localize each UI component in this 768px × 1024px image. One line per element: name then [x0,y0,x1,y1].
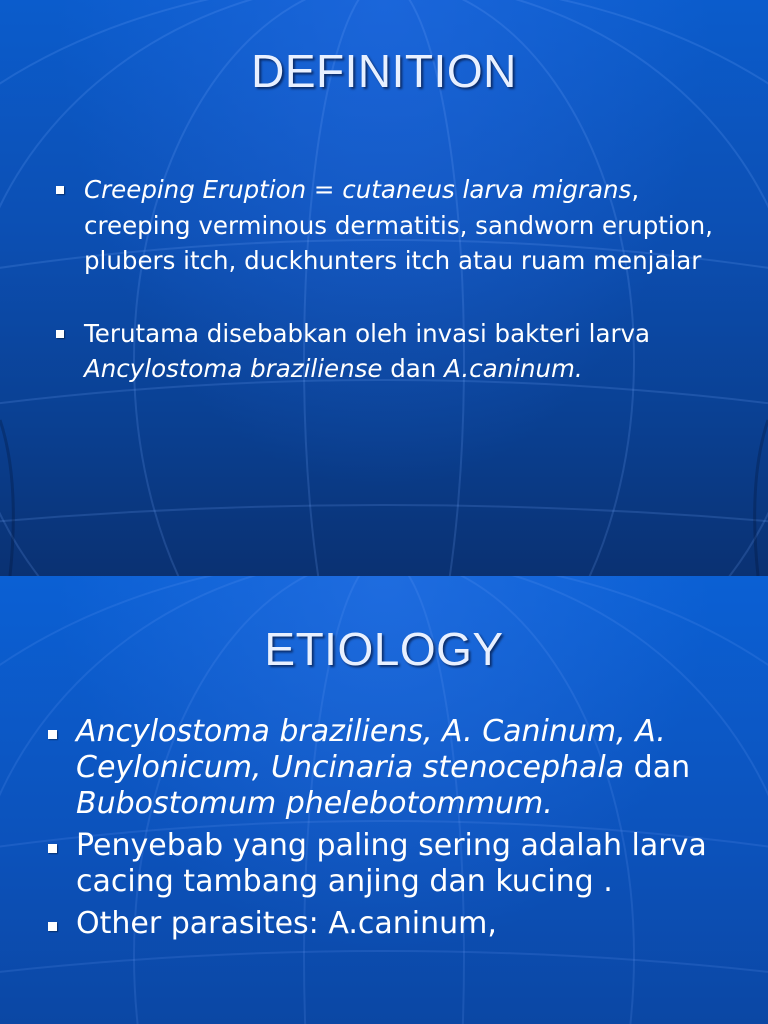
list-item [44,828,744,900]
conjunction-text: dan [624,750,691,785]
slide-title: ETIOLOGY [264,623,504,675]
slide-etiology [0,576,768,1024]
square-bullet-icon [48,730,57,739]
list-item [44,714,744,822]
slide-title: DEFINITION [251,45,517,97]
conjunction-text: dan [382,354,445,383]
list-item [44,906,744,942]
species-name: Bubostomum phelebotommum. [76,786,553,821]
bullet-list [44,714,744,948]
species-name: A.caninum. [444,354,583,383]
other-parasites-text: Other parasites: A.caninum, [76,906,497,941]
square-bullet-icon [56,186,64,194]
cause-text: Terutama disebabkan oleh invasi bakteri larva [84,318,651,348]
definition-term: Creeping Eruption = cutaneus larva migrans [84,175,632,204]
square-bullet-icon [56,330,64,338]
square-bullet-icon [48,922,57,931]
common-cause-text: Penyebab yang paling sering adalah larva cacing tambang anjing dan kucing . [76,828,707,899]
species-list: Ancylostoma braziliens, A. Caninum, A. Ceylonicum, Uncinaria stenocephala [76,714,666,785]
square-bullet-icon [48,844,57,853]
bullet-list [52,172,732,424]
species-name: Ancylostoma braziliense [84,354,383,383]
list-item [52,316,732,387]
list-item [52,172,732,279]
definition-synonyms: , creeping verminous dermatitis, sandworn eruption, plubers itch, duckhunters itch atau ruam menjalar [84,175,713,275]
